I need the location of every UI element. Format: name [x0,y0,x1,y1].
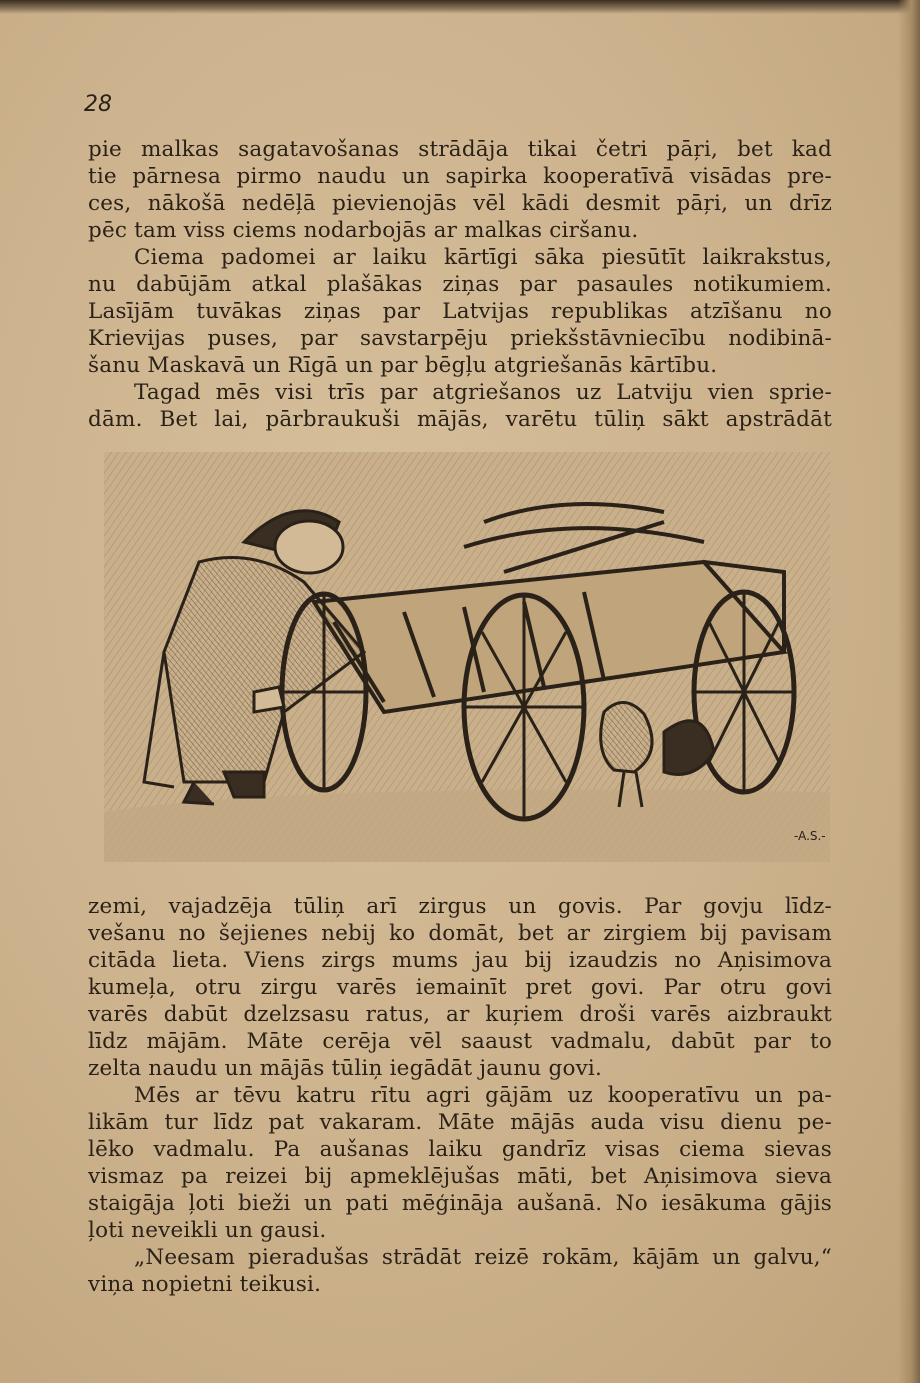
text-line: Lasījām tuvākas ziņas par Latvijas republikas atzīšanu no [88,299,832,324]
text-line: viņa nopietni teikusi. [88,1272,322,1297]
text-line: zelta naudu un mājās tūliņ iegādāt jaunu govi. [88,1056,603,1081]
text-line: līdz mājām. Māte cerēja vēl saaust vadmalu, dabūt par to [88,1029,832,1054]
text-line: Tagad mēs visi trīs par atgriešanos uz Latviju vien sprie- [134,380,832,405]
page-top-edge [0,0,920,14]
text-line: varēs dabūt dzelzsasu ratus, ar kuŗiem droši varēs aizbraukt [88,1002,832,1027]
text-block-top [88,136,832,433]
illustrator-signature: -A.S.- [794,829,826,843]
text-block-bottom [88,893,832,1298]
text-line: dām. Bet lai, pārbraukuši mājās, varētu tūliņ sākt apstrādāt [88,407,832,432]
text-line: citāda lieta. Viens zirgs mums jau bij izaudzis no Aņisimova [88,948,832,973]
text-line: Ciema padomei ar laiku kārtīgi sāka piesūtīt laikrakstus, [134,245,832,270]
text-line: pēc tam viss ciems nodarbojās ar malkas ciršanu. [88,218,639,243]
text-line: kumeļa, otru zirgu varēs iemainīt pret govi. Par otru govi [88,975,832,1000]
text-line: zemi, vajadzēja tūliņ arī zirgus un govis. Par govju līdz- [88,894,832,919]
illustration-drawing [104,452,830,862]
text-line: staigāja ļoti bieži un pati mēģināja aušanā. No iesākuma gājis [88,1191,832,1216]
text-line: likām tur līdz pat vakaram. Māte mājās auda visu dienu pe- [88,1110,832,1135]
text-line: ces, nākošā nedēļā pievienojās vēl kādi desmit pāŗi, un drīz [88,191,832,216]
text-line: Mēs ar tēvu katru rītu agri gājām uz kooperatīvu un pa- [134,1083,832,1108]
text-line: lēko vadmalu. Pa aušanas laiku gandrīz visas ciema sievas [88,1137,832,1162]
text-line: vešanu no šejienes nebij ko domāt, bet ar zirgiem bij pavisam [88,921,832,946]
text-line: tie pārnesa pirmo naudu un sapirka kooperatīvā visādas pre- [88,164,832,189]
text-line: pie malkas sagatavošanas strādāja tikai četri pāŗi, bet kad [88,137,832,162]
text-line: „Neesam pieradušas strādāt reizē rokām, kājām un galvu,“ [134,1245,832,1270]
text-line: vismaz pa reizei bij apmeklējušas māti, bet Aņisimova sieva [88,1164,832,1189]
text-line: Krievijas puses, par savstarpēju priekšstāvniecību nodibinā- [88,326,832,351]
text-line: šanu Maskavā un Rīgā un par bēgļu atgriešanās kārtību. [88,353,718,378]
text-line: ļoti neveikli un gausi. [88,1218,327,1243]
page-number: 28 [84,92,112,117]
page-binding-edge [898,0,920,1383]
illustration-man-with-cart [104,452,830,862]
text-line: nu dabūjām atkal plašākas ziņas par pasaules notikumiem. [88,272,832,297]
